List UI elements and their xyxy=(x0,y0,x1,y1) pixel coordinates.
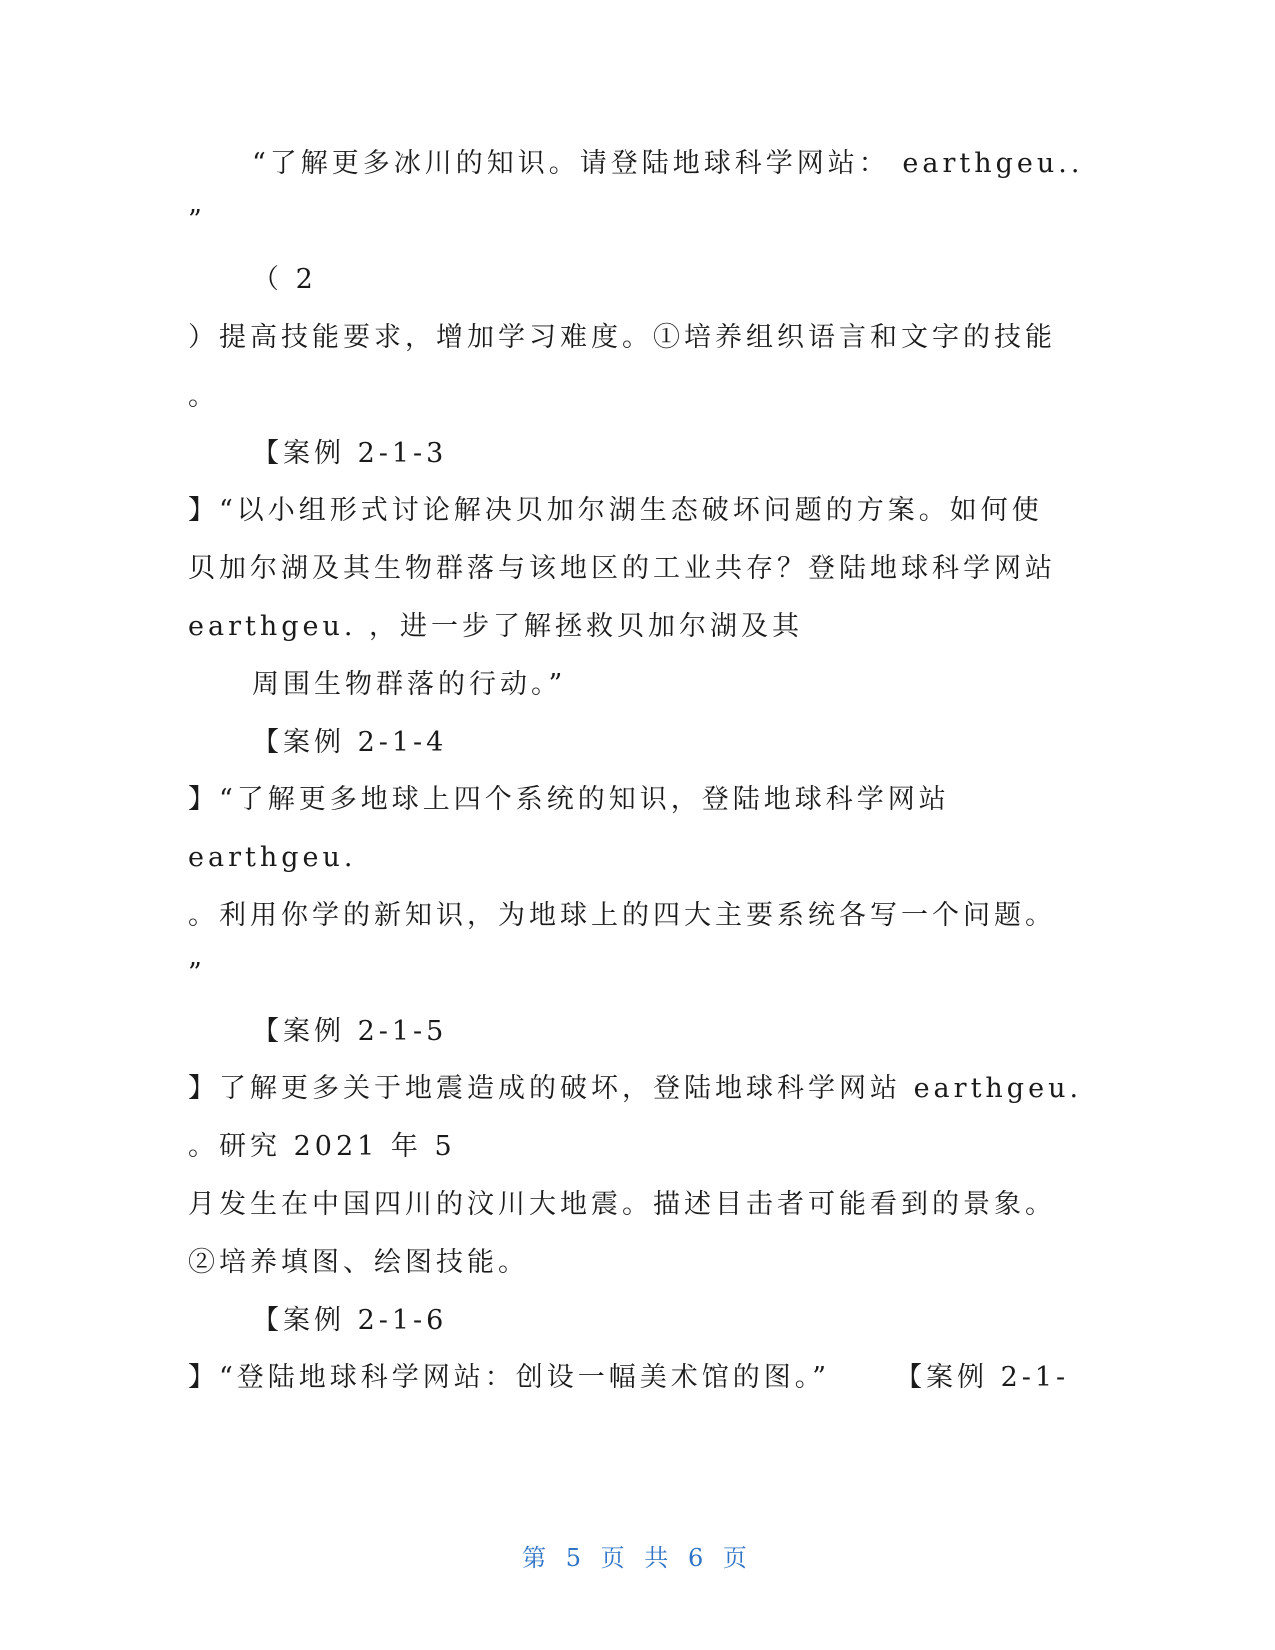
text-line: 。研究 2021 年 5 xyxy=(188,1131,456,1162)
text-line: “了解更多冰川的知识。请登陆地球科学网站： earthgeu.. xyxy=(252,148,1084,179)
case-heading: 【案例 2-1-4 xyxy=(252,727,448,758)
case-heading: 【案例 2-1-5 xyxy=(252,1016,448,1047)
text-line: 】“以小组形式讨论解决贝加尔湖生态破坏问题的方案。如何使 xyxy=(188,495,1043,526)
text-line: 】“登陆地球科学网站：创设一幅美术馆的图。” xyxy=(188,1362,831,1393)
text-line: ” xyxy=(188,205,206,236)
case-heading: 【案例 2-1-6 xyxy=(252,1305,448,1336)
text-line: ②培养填图、绘图技能。 xyxy=(188,1247,529,1278)
text-line: ” xyxy=(188,958,206,989)
text-line: 】“了解更多地球上四个系统的知识，登陆地球科学网站 xyxy=(188,784,950,815)
page-indicator: 第 5 页 共 6 页 xyxy=(522,1544,753,1572)
text-line: 贝加尔湖及其生物群落与该地区的工业共存？登陆地球科学网站 xyxy=(188,553,1056,584)
text-line: earthgeu. ，进一步了解拯救贝加尔湖及其 xyxy=(188,611,804,642)
text-line: 周围生物群落的行动。” xyxy=(252,669,567,700)
text-line: 月发生在中国四川的汶川大地震。描述目击者可能看到的景象。 xyxy=(188,1189,1056,1220)
text-line: ）提高技能要求，增加学习难度。①培养组织语言和文字的技能 xyxy=(188,322,1056,353)
text-line: 】了解更多关于地震造成的破坏，登陆地球科学网站 earthgeu. xyxy=(188,1073,1083,1104)
case-heading: 【案例 2-1-3 xyxy=(252,438,448,469)
text-line: earthgeu. xyxy=(188,842,357,873)
text-line: 。 xyxy=(188,381,219,412)
case-heading: 【案例 2-1- xyxy=(895,1362,1070,1393)
text-line: 。利用你学的新知识，为地球上的四大主要系统各写一个问题。 xyxy=(188,900,1056,931)
text-line: （ 2 xyxy=(252,264,317,295)
